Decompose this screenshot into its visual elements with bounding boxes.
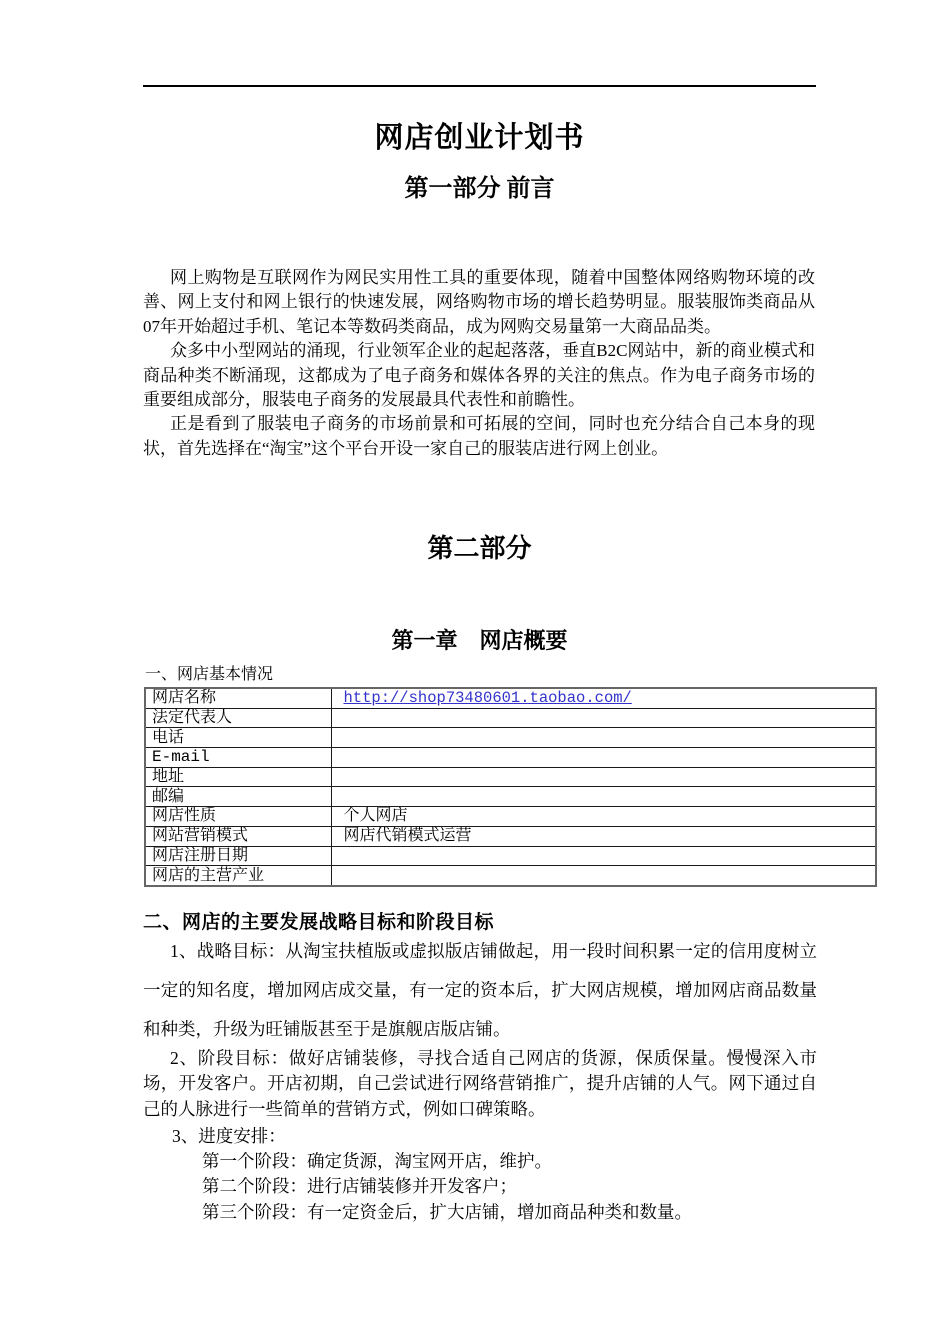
row-value	[331, 866, 876, 886]
row-value	[331, 728, 876, 748]
row-label: 网店注册日期	[145, 846, 331, 866]
row-label: 网站营销模式	[145, 826, 331, 846]
row-label: 地址	[145, 767, 331, 787]
part2-heading: 第二部分	[427, 534, 532, 563]
row-value	[331, 688, 876, 708]
row-label: 网店的主营产业	[145, 866, 331, 886]
store-url-link[interactable]: http://shop73480601.taobao.com/	[343, 689, 632, 708]
row-label: 电话	[145, 728, 331, 748]
section2-heading: 二、网店的主要发展战略目标和阶段目标	[143, 912, 495, 933]
stage-goal-text: 2、阶段目标：做好店铺装修，寻找合适自己网店的货源，保质保量。慢慢深入市场，开发客户。开店初期，自己尝试进行网络营销推广，提升店铺的人气。网下通过自己的人脉进行一些简单的营销方式，例如口碑策略。	[143, 1048, 817, 1119]
header-rule	[143, 85, 816, 87]
row-value: 个人网店	[331, 807, 876, 827]
strategic-goal-text: 1、战略目标：从淘宝扶植版或虚拟版店铺做起，用一段时间积累一定的信用度树立一定的知名度，增加网店成交量，有一定的资本后，扩大网店规模，增加网店商品数量和种类，升级为旺铺版甚至于是旗舰店版店铺。	[143, 941, 817, 1039]
table-row	[145, 807, 876, 827]
table-row	[145, 728, 876, 748]
row-label: 法定代表人	[145, 708, 331, 728]
table-row	[145, 767, 876, 787]
row-label: 网店名称	[145, 688, 331, 708]
schedule-label: 3、进度安排：	[172, 1126, 286, 1146]
table-row	[145, 846, 876, 866]
row-label: E-mail	[145, 748, 331, 768]
document-title: 网店创业计划书	[374, 122, 585, 154]
schedule-list	[202, 1149, 822, 1225]
table-row	[145, 826, 876, 846]
row-value: 网店代销模式运营	[331, 826, 876, 846]
store-info-table	[144, 687, 877, 887]
table-row	[145, 748, 876, 768]
strategic-goal-paragraph	[143, 932, 817, 1048]
row-value	[331, 748, 876, 768]
intro-paragraph: 众多中小型网站的涌现，行业领军企业的起起落落，垂直B2C网站中，新的商业模式和商品种类不断涌现，这都成为了电子商务和媒体各界的关注的焦点。作为电子商务市场的重要组成部分，服装电子商务的发展最具代表性和前瞻性。	[143, 341, 815, 410]
row-value	[331, 846, 876, 866]
chapter1-heading: 第一章 网店概要	[391, 628, 568, 653]
intro-paragraph: 正是看到了服装电子商务的市场前景和可拓展的空间，同时也充分结合自己本身的现状，首先选择在“淘宝”这个平台开设一家自己的服装店进行网上创业。	[143, 414, 815, 458]
part1-heading: 第一部分 前言	[404, 176, 555, 202]
row-value	[331, 708, 876, 728]
row-label: 网店性质	[145, 807, 331, 827]
intro-paragraph: 网上购物是互联网作为网民实用性工具的重要体现，随着中国整体网络购物环境的改善、网上支付和网上银行的快速发展，网络购物市场的增长趋势明显。服装服饰类商品从07年开始超过手机、笔记本等数码类商品，成为网购交易量第一大商品品类。	[143, 268, 815, 336]
table-row	[145, 866, 876, 886]
table-row	[145, 787, 876, 807]
row-label: 邮编	[145, 787, 331, 807]
schedule-item: 第二个阶段：进行店铺装修并开发客户；	[202, 1176, 517, 1197]
intro-section	[143, 266, 815, 461]
row-value	[331, 787, 876, 807]
schedule-item: 第一个阶段：确定货源，淘宝网开店，维护。	[202, 1151, 552, 1171]
section1-label: 一、网店基本情况	[145, 666, 274, 683]
table-row	[145, 688, 876, 708]
table-row	[145, 708, 876, 728]
row-value	[331, 767, 876, 787]
stage-goal-paragraph	[143, 1046, 817, 1122]
schedule-item: 第三个阶段：有一定资金后，扩大店铺，增加商品种类和数量。	[202, 1201, 692, 1222]
